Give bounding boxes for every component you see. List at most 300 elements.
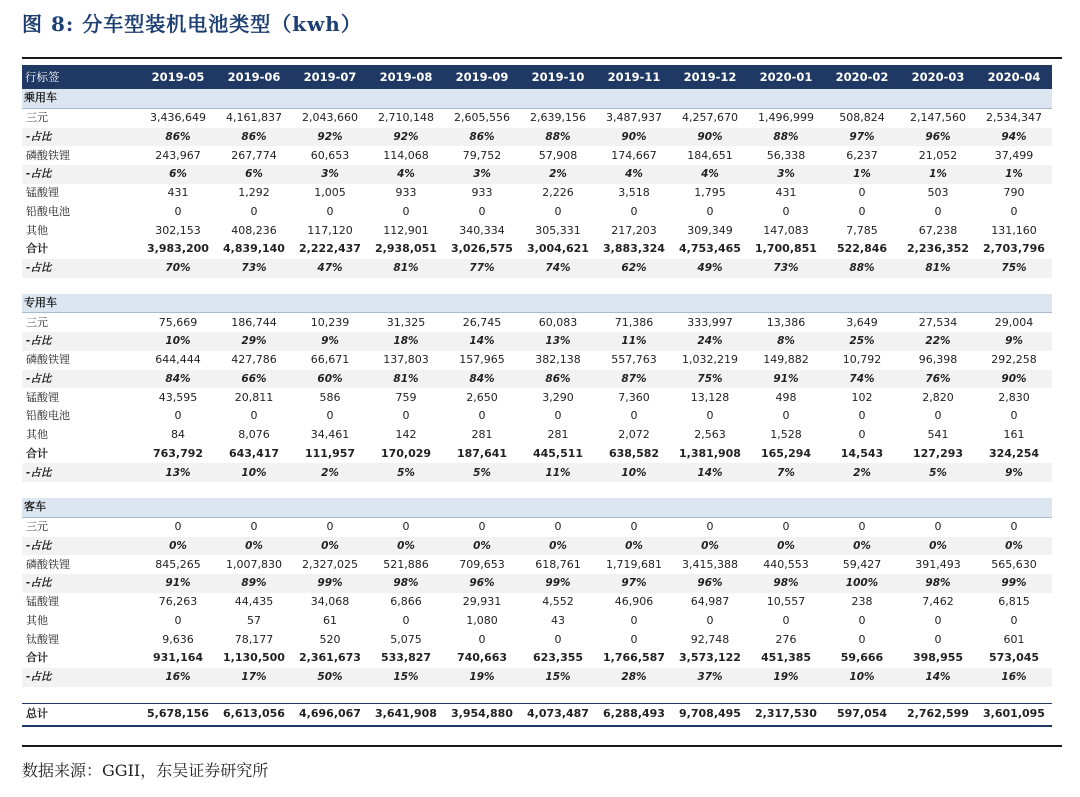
- table-cell: 790: [1003, 186, 1025, 200]
- section-header-cell: [140, 294, 216, 313]
- table-cell: 498: [775, 390, 797, 404]
- table-cell: 77%: [444, 259, 520, 278]
- table-cell: 6%: [216, 165, 292, 184]
- bottom-rule: [22, 745, 1062, 747]
- table-cell: 2,534,347: [986, 111, 1042, 125]
- table-cell: 931,164: [152, 651, 204, 665]
- table-cell: 2,605,556: [454, 111, 510, 125]
- table-cell: 187,641: [456, 446, 508, 460]
- table-cell: 44,435: [234, 595, 274, 609]
- table-cell: 0: [858, 409, 866, 423]
- table-cell: 24%: [672, 332, 748, 351]
- table-cell: 14%: [444, 332, 520, 351]
- table-row: [22, 537, 1052, 556]
- row-label: 其他: [26, 223, 48, 237]
- table-cell: 0: [630, 204, 638, 218]
- table-cell: 408,236: [231, 223, 277, 237]
- section-header-row: [22, 294, 1052, 313]
- table-cell: 7,785: [846, 223, 878, 237]
- section-header-cell: [444, 89, 520, 108]
- section-header-cell: [216, 294, 292, 313]
- table-cell: 2%: [292, 463, 368, 482]
- table-cell: 0%: [520, 537, 596, 556]
- section-header-cell: [368, 294, 444, 313]
- table-cell: 73%: [748, 259, 824, 278]
- section-header-cell: [900, 498, 976, 517]
- table-cell: 37,499: [994, 148, 1034, 162]
- table-cell: 14%: [672, 463, 748, 482]
- table-cell: 27,534: [918, 315, 958, 329]
- table-body: [22, 89, 1052, 726]
- section-header-cell: [596, 498, 672, 517]
- table-cell: 5%: [368, 463, 444, 482]
- table-row: [22, 259, 1052, 278]
- table-cell: 92,748: [690, 632, 730, 646]
- table-cell: 520: [319, 632, 341, 646]
- table-cell: 16%: [976, 668, 1052, 687]
- section-name: 客车: [22, 498, 140, 517]
- table-row: [22, 146, 1052, 165]
- table-cell: 87%: [596, 370, 672, 389]
- table-cell: 62%: [596, 259, 672, 278]
- table-cell: 0: [250, 204, 258, 218]
- table-cell: 1,032,219: [682, 353, 738, 367]
- table-cell: 84%: [140, 370, 216, 389]
- section-header-cell: [292, 498, 368, 517]
- table-cell: 100%: [824, 574, 900, 593]
- table-cell: 4,552: [542, 595, 574, 609]
- table-cell: 0: [478, 204, 486, 218]
- table-cell: 305,331: [535, 223, 581, 237]
- table-cell: 0%: [292, 537, 368, 556]
- table-cell: 174,667: [611, 148, 657, 162]
- table-cell: 557,763: [611, 353, 657, 367]
- table-cell: 0: [478, 520, 486, 534]
- table-row: [22, 517, 1052, 536]
- table-cell: 98%: [748, 574, 824, 593]
- table-row: [22, 612, 1052, 631]
- header-row-label: 行标签: [22, 65, 140, 89]
- table-cell: 2,563: [694, 428, 726, 442]
- header-month: 2019-06: [216, 65, 292, 89]
- table-cell: 2,830: [998, 390, 1030, 404]
- table-cell: 0%: [976, 537, 1052, 556]
- table-cell: 759: [395, 390, 417, 404]
- table-row: [22, 388, 1052, 407]
- table-cell: 13,386: [766, 315, 806, 329]
- table-cell: 292,258: [991, 353, 1037, 367]
- table-cell: 74%: [824, 370, 900, 389]
- table-cell: 111,957: [304, 446, 356, 460]
- section-spacer: [22, 687, 1052, 704]
- table-cell: 26,745: [462, 315, 502, 329]
- table-cell: 3,436,649: [150, 111, 206, 125]
- table-cell: 61: [323, 613, 337, 627]
- header-month: 2019-10: [520, 65, 596, 89]
- table-cell: 46,906: [614, 595, 654, 609]
- table-cell: 1,700,851: [755, 242, 817, 256]
- table-row: [22, 165, 1052, 184]
- header-month: 2019-05: [140, 65, 216, 89]
- table-cell: 165,294: [760, 446, 812, 460]
- table-cell: 267,774: [231, 148, 277, 162]
- table-cell: 2,820: [922, 390, 954, 404]
- table-cell: 0: [858, 186, 866, 200]
- table-cell: 2%: [824, 463, 900, 482]
- table-cell: 3,649: [846, 315, 878, 329]
- table-cell: 2,361,673: [299, 651, 361, 665]
- table-cell: 70%: [140, 259, 216, 278]
- spacer-cell: [22, 278, 1052, 294]
- table-row: [22, 332, 1052, 351]
- section-spacer: [22, 278, 1052, 294]
- table-cell: 2,226: [542, 186, 574, 200]
- table-cell: 0%: [748, 537, 824, 556]
- table-cell: 0: [630, 613, 638, 627]
- table-cell: 10,239: [310, 315, 350, 329]
- table-cell: 0: [250, 520, 258, 534]
- table-cell: 3,004,621: [527, 242, 589, 256]
- table-cell: 0: [250, 409, 258, 423]
- table-cell: 0: [630, 520, 638, 534]
- table-cell: 7,360: [618, 390, 650, 404]
- table-cell: 427,786: [231, 353, 277, 367]
- table-cell: 1,528: [770, 428, 802, 442]
- table-row: [22, 668, 1052, 687]
- table-cell: 0%: [140, 537, 216, 556]
- table-header-row: [22, 65, 1052, 89]
- section-header-cell: [672, 294, 748, 313]
- table-cell: 431: [167, 186, 189, 200]
- header-month: 2019-09: [444, 65, 520, 89]
- section-header-cell: [976, 294, 1052, 313]
- table-cell: 50%: [292, 668, 368, 687]
- table-cell: 15%: [368, 668, 444, 687]
- figure-title: 图 8: 分车型装机电池类型（kwh）: [22, 12, 362, 36]
- table-cell: 66%: [216, 370, 292, 389]
- table-cell: 0: [934, 409, 942, 423]
- table-cell: 3%: [292, 165, 368, 184]
- table-cell: 2,043,660: [302, 111, 358, 125]
- table-cell: 3,573,122: [679, 651, 741, 665]
- section-header-cell: [292, 294, 368, 313]
- table-cell: 86%: [444, 128, 520, 147]
- table-cell: 333,997: [687, 315, 733, 329]
- table-cell: 11%: [520, 463, 596, 482]
- section-header-row: [22, 89, 1052, 108]
- table-row: [22, 426, 1052, 445]
- table-cell: 0: [174, 204, 182, 218]
- table-cell: 4,839,140: [223, 242, 285, 256]
- table-cell: 66,671: [310, 353, 350, 367]
- table-cell: 102: [851, 390, 873, 404]
- table-cell: 0%: [596, 537, 672, 556]
- table-cell: 3,983,200: [147, 242, 209, 256]
- table-cell: 0: [934, 613, 942, 627]
- table-cell: 0: [174, 520, 182, 534]
- table-cell: 0: [402, 520, 410, 534]
- table-cell: 1,080: [466, 613, 498, 627]
- table-cell: 0: [1010, 409, 1018, 423]
- table-cell: 0: [174, 613, 182, 627]
- table-cell: 56,338: [766, 148, 806, 162]
- table-cell: 29%: [216, 332, 292, 351]
- table-cell: 0%: [216, 537, 292, 556]
- table-cell: 91%: [748, 370, 824, 389]
- table-cell: 92%: [368, 128, 444, 147]
- table-cell: 43,595: [158, 390, 198, 404]
- table-cell: 4,161,837: [226, 111, 282, 125]
- table-cell: 49%: [672, 259, 748, 278]
- table-cell: 142: [395, 428, 417, 442]
- table-cell: 88%: [520, 128, 596, 147]
- table-cell: 0: [478, 409, 486, 423]
- table-cell: 74%: [520, 259, 596, 278]
- table-row: [22, 313, 1052, 332]
- table-cell: 3,290: [542, 390, 574, 404]
- table-cell: 0: [1010, 204, 1018, 218]
- table-cell: 71,386: [614, 315, 654, 329]
- section-header-cell: [216, 498, 292, 517]
- table-cell: 0%: [672, 537, 748, 556]
- table-cell: 90%: [976, 370, 1052, 389]
- table-cell: 0: [630, 632, 638, 646]
- table-cell: 1,005: [314, 186, 346, 200]
- table-cell: 19%: [444, 668, 520, 687]
- table-cell: 243,967: [155, 148, 201, 162]
- table-cell: 638,582: [608, 446, 660, 460]
- table-cell: 1,381,908: [679, 446, 741, 460]
- header-month: 2020-04: [976, 65, 1052, 89]
- grand-total-cell: 2,762,599: [900, 703, 976, 726]
- table-cell: 309,349: [687, 223, 733, 237]
- table-cell: 0: [478, 632, 486, 646]
- grand-total-cell: 6,288,493: [596, 703, 672, 726]
- table-cell: 88%: [824, 259, 900, 278]
- table-cell: 0: [782, 204, 790, 218]
- table-cell: 3%: [444, 165, 520, 184]
- grand-total-row: [22, 703, 1052, 726]
- table-row: [22, 407, 1052, 426]
- table-cell: 391,493: [915, 557, 961, 571]
- table-cell: 3,026,575: [451, 242, 513, 256]
- table-cell: 0: [858, 613, 866, 627]
- table-cell: 57,908: [538, 148, 578, 162]
- table-cell: 14%: [900, 668, 976, 687]
- table-cell: 67,238: [918, 223, 958, 237]
- table-cell: 157,965: [459, 353, 505, 367]
- table-cell: 90%: [672, 128, 748, 147]
- table-cell: 37%: [672, 668, 748, 687]
- table-cell: 73%: [216, 259, 292, 278]
- grand-total-cell: 9,708,495: [672, 703, 748, 726]
- table-cell: 2,222,437: [299, 242, 361, 256]
- table-cell: 281: [547, 428, 569, 442]
- section-header-cell: [824, 498, 900, 517]
- section-header-cell: [140, 89, 216, 108]
- table-cell: 508,824: [839, 111, 885, 125]
- table-row: [22, 184, 1052, 203]
- table-cell: 94%: [976, 128, 1052, 147]
- table-cell: 81%: [368, 259, 444, 278]
- grand-total-cell: 6,613,056: [216, 703, 292, 726]
- table-cell: 97%: [596, 574, 672, 593]
- section-header-cell: [976, 89, 1052, 108]
- section-header-cell: [368, 89, 444, 108]
- row-label: 锰酸锂: [26, 186, 59, 200]
- row-label: -占比: [22, 668, 140, 687]
- table-cell: 533,827: [380, 651, 432, 665]
- table-cell: 276: [775, 632, 797, 646]
- table-cell: 2,639,156: [530, 111, 586, 125]
- table-cell: 10%: [216, 463, 292, 482]
- top-rule: [22, 57, 1062, 59]
- table-cell: 2,710,148: [378, 111, 434, 125]
- table-cell: 19%: [748, 668, 824, 687]
- section-header-cell: [368, 498, 444, 517]
- table-cell: 86%: [520, 370, 596, 389]
- table-cell: 0: [706, 409, 714, 423]
- table-cell: 22%: [900, 332, 976, 351]
- table-row: [22, 445, 1052, 464]
- table-cell: 75%: [976, 259, 1052, 278]
- section-header-cell: [520, 498, 596, 517]
- table-cell: 84%: [444, 370, 520, 389]
- row-label: 磷酸铁锂: [26, 557, 70, 571]
- table-cell: 5%: [444, 463, 520, 482]
- table-cell: 623,355: [532, 651, 584, 665]
- table-cell: 2,072: [618, 428, 650, 442]
- table-cell: 11%: [596, 332, 672, 351]
- table-cell: 91%: [140, 574, 216, 593]
- section-header-cell: [672, 498, 748, 517]
- table-cell: 1,766,587: [603, 651, 665, 665]
- row-label: 磷酸铁锂: [26, 148, 70, 162]
- row-label: 合计: [26, 651, 48, 665]
- table-cell: 340,334: [459, 223, 505, 237]
- table-cell: 6,866: [390, 595, 422, 609]
- table-cell: 34,461: [310, 428, 350, 442]
- table-row: [22, 555, 1052, 574]
- table-cell: 1,130,500: [223, 651, 285, 665]
- table-cell: 1,795: [694, 186, 726, 200]
- table-cell: 1,292: [238, 186, 270, 200]
- table-cell: 503: [927, 186, 949, 200]
- table-cell: 0%: [900, 537, 976, 556]
- table-cell: 17%: [216, 668, 292, 687]
- table-cell: 60,083: [538, 315, 578, 329]
- table-cell: 0: [554, 520, 562, 534]
- table-cell: 0: [554, 204, 562, 218]
- header-month: 2019-11: [596, 65, 672, 89]
- table-cell: 0: [934, 204, 942, 218]
- table-cell: 88%: [748, 128, 824, 147]
- row-label: 三元: [26, 315, 48, 329]
- table-cell: 89%: [216, 574, 292, 593]
- table-cell: 9%: [976, 463, 1052, 482]
- table-row: [22, 649, 1052, 668]
- section-spacer: [22, 482, 1052, 498]
- table-cell: 4%: [672, 165, 748, 184]
- table-cell: 9%: [976, 332, 1052, 351]
- row-label: 其他: [26, 613, 48, 627]
- row-label: -占比: [22, 259, 140, 278]
- table-cell: 79,752: [462, 148, 502, 162]
- table-cell: 601: [1003, 632, 1025, 646]
- row-label: -占比: [22, 370, 140, 389]
- row-label: 磷酸铁锂: [26, 353, 70, 367]
- table-cell: 6%: [140, 165, 216, 184]
- table-cell: 10%: [140, 332, 216, 351]
- table-cell: 98%: [900, 574, 976, 593]
- table-cell: 7,462: [922, 595, 954, 609]
- table-cell: 131,160: [991, 223, 1037, 237]
- table-cell: 78,177: [234, 632, 274, 646]
- table-cell: 302,153: [155, 223, 201, 237]
- table-cell: 92%: [292, 128, 368, 147]
- table-cell: 451,385: [760, 651, 812, 665]
- table-cell: 99%: [520, 574, 596, 593]
- row-label: -占比: [22, 128, 140, 147]
- row-label: 三元: [26, 111, 48, 125]
- table-cell: 763,792: [152, 446, 204, 460]
- table-cell: 398,955: [912, 651, 964, 665]
- table-cell: 324,254: [988, 446, 1040, 460]
- section-header-cell: [748, 294, 824, 313]
- header-month: 2020-03: [900, 65, 976, 89]
- section-header-cell: [824, 89, 900, 108]
- table-cell: 86%: [216, 128, 292, 147]
- table-cell: 440,553: [763, 557, 809, 571]
- table-cell: 5,075: [390, 632, 422, 646]
- table-cell: 4,257,670: [682, 111, 738, 125]
- table-cell: 149,882: [763, 353, 809, 367]
- row-label: 锰酸锂: [26, 390, 59, 404]
- table-row: [22, 108, 1052, 127]
- table-cell: 0: [402, 409, 410, 423]
- section-header-cell: [900, 294, 976, 313]
- table-cell: 75%: [672, 370, 748, 389]
- section-header-cell: [748, 89, 824, 108]
- table-cell: 9%: [292, 332, 368, 351]
- table-cell: 112,901: [383, 223, 429, 237]
- table-cell: 431: [775, 186, 797, 200]
- section-header-cell: [140, 498, 216, 517]
- table-cell: 117,120: [307, 223, 353, 237]
- table-cell: 59,666: [840, 651, 884, 665]
- table-cell: 10%: [596, 463, 672, 482]
- row-label: 其他: [26, 428, 48, 442]
- section-header-row: [22, 498, 1052, 517]
- table-cell: 1%: [976, 165, 1052, 184]
- grand-total-cell: 3,641,908: [368, 703, 444, 726]
- table-cell: 445,511: [532, 446, 584, 460]
- table-row: [22, 463, 1052, 482]
- table-cell: 127,293: [912, 446, 964, 460]
- row-label: 合计: [26, 242, 48, 256]
- table-cell: 0: [934, 632, 942, 646]
- section-header-cell: [520, 89, 596, 108]
- table-row: [22, 574, 1052, 593]
- table-cell: 0: [706, 613, 714, 627]
- table-cell: 0: [554, 632, 562, 646]
- table-cell: 64,987: [690, 595, 730, 609]
- table-cell: 13%: [140, 463, 216, 482]
- table-cell: 644,444: [155, 353, 201, 367]
- table-cell: 1,496,999: [758, 111, 814, 125]
- table-cell: 15%: [520, 668, 596, 687]
- section-header-cell: [824, 294, 900, 313]
